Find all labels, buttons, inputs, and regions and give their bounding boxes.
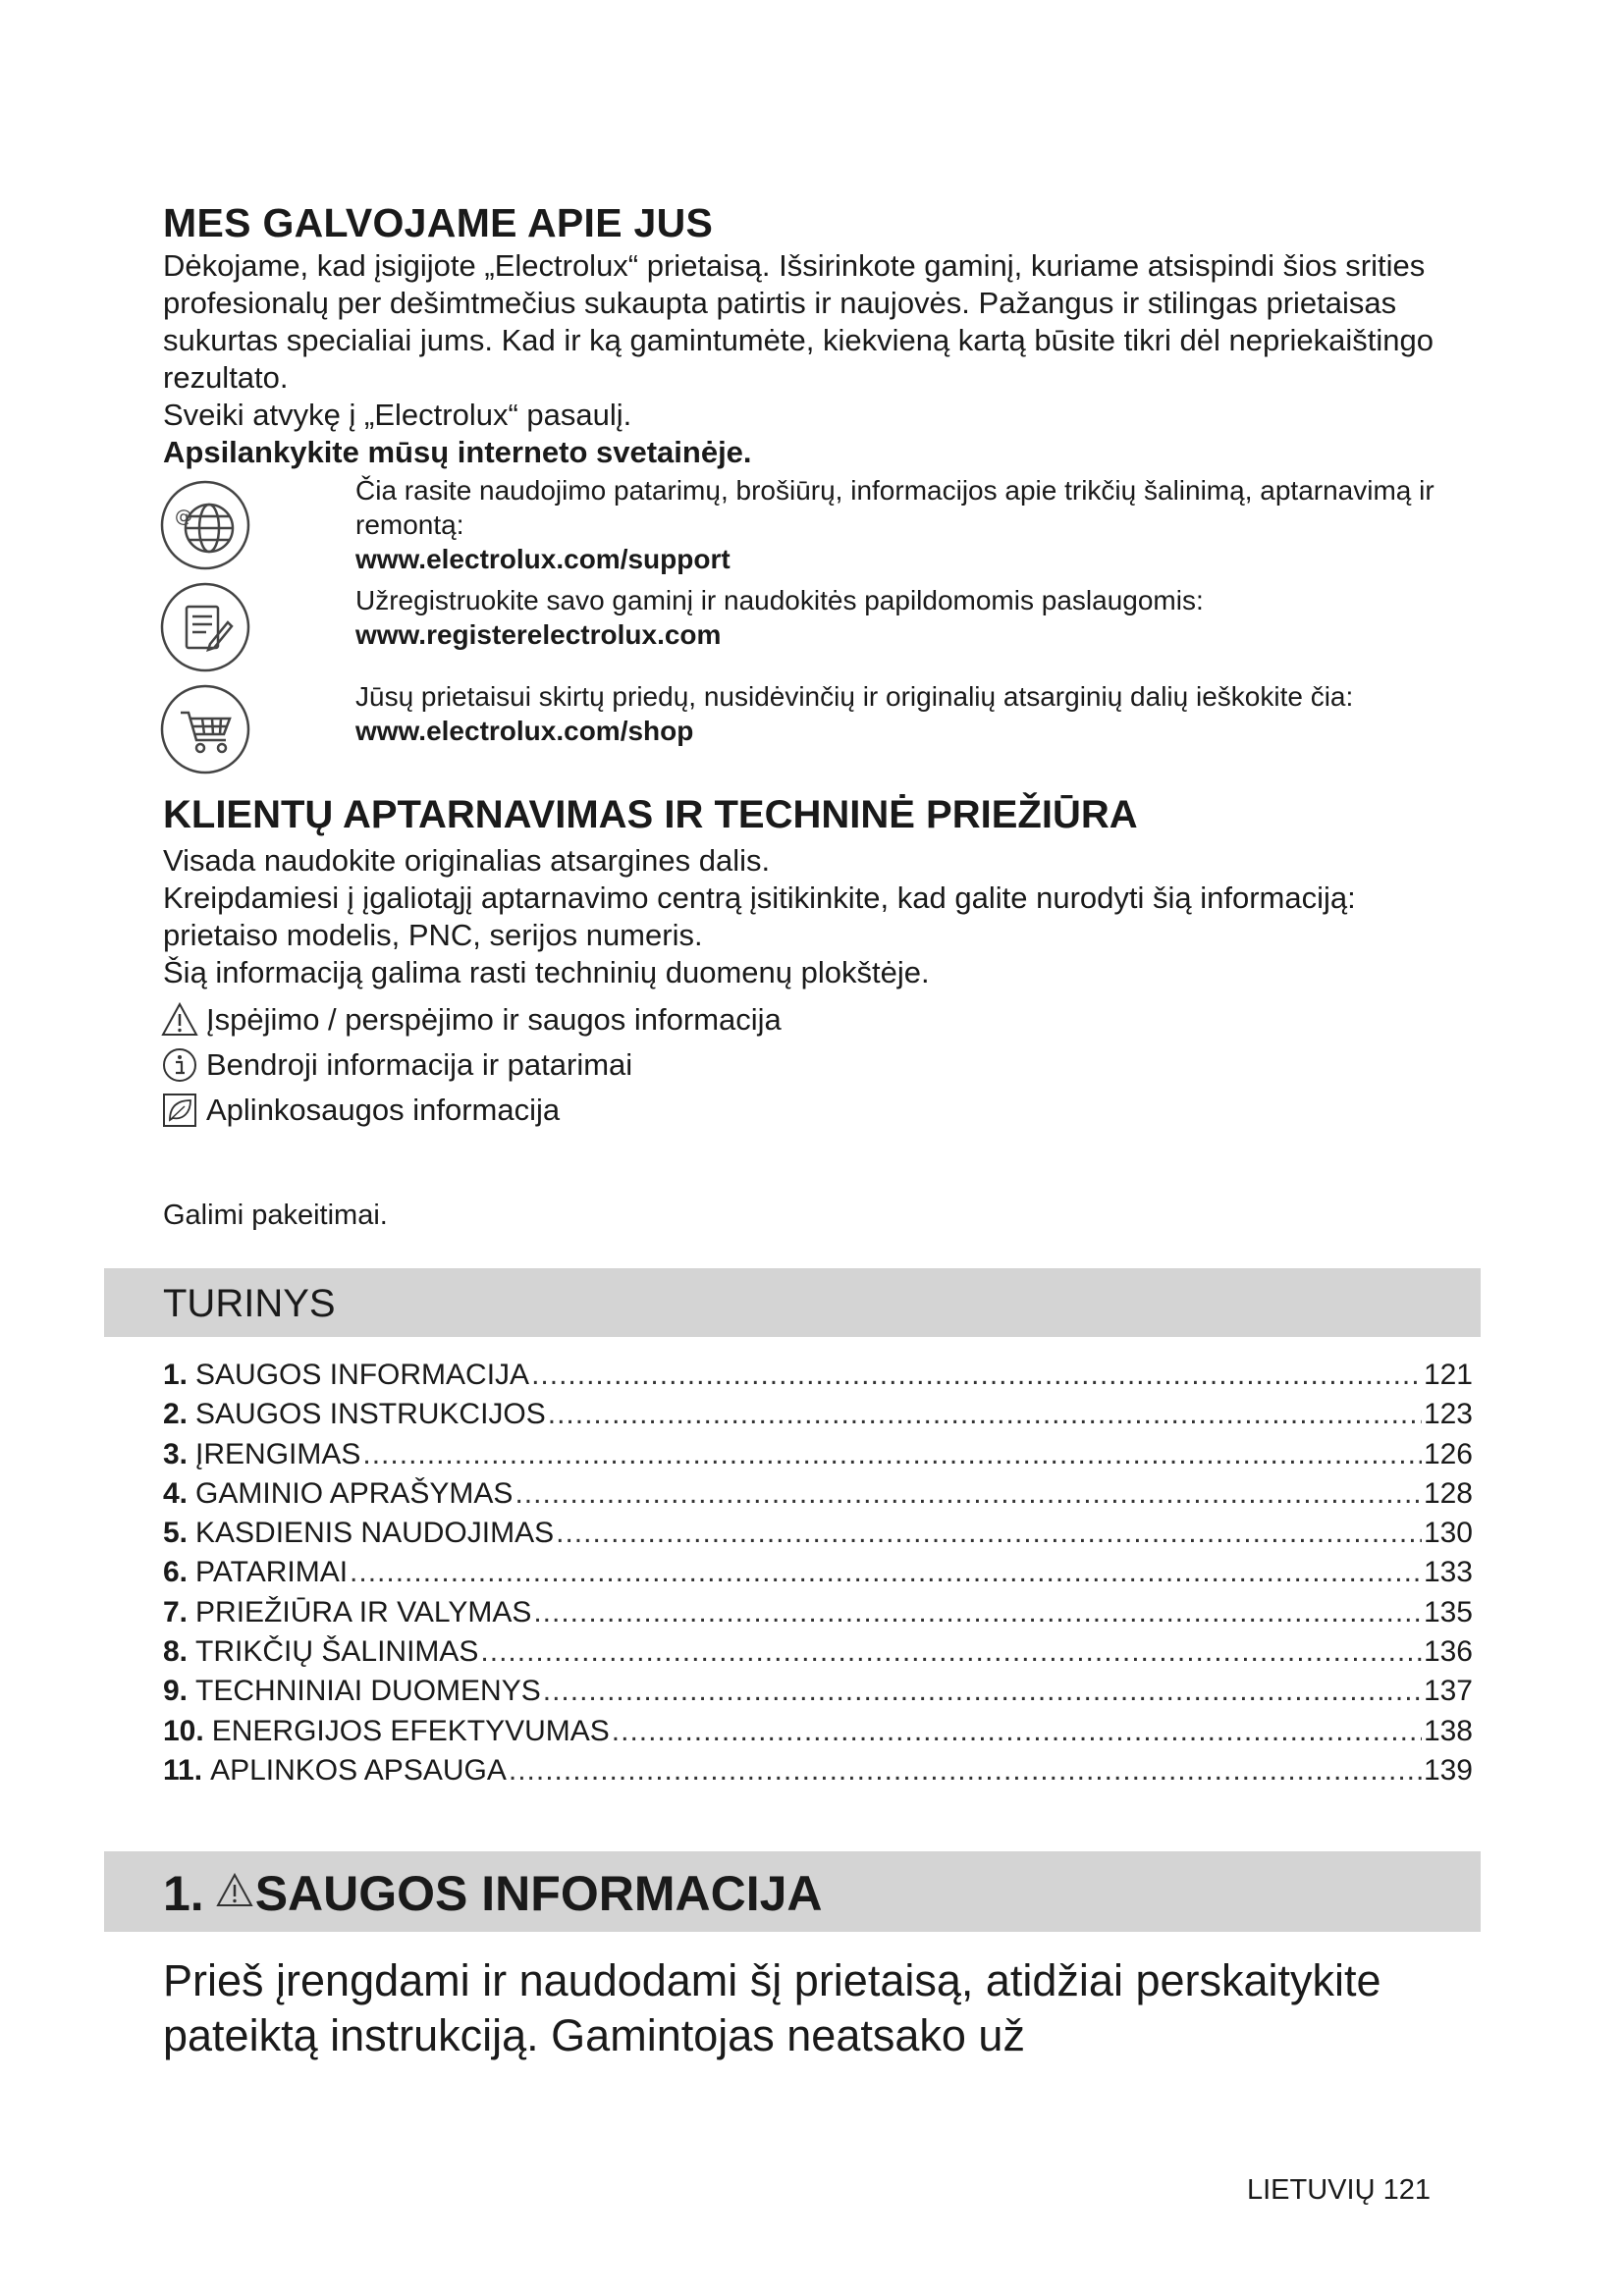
toc-dot-leader	[531, 1359, 1422, 1392]
toc-item-label: PATARIMAI	[195, 1556, 349, 1589]
legend-info	[161, 1046, 632, 1084]
shop-link-text: Jūsų prietaisui skirtų priedų, nusidėvinčių ir originalių atsarginių dalių ieškokite čia:	[355, 681, 1354, 712]
service-title: KLIENTŲ APTARNAVIMAS IR TECHNINĖ PRIEŽIŪRA	[163, 793, 1138, 836]
toc-item[interactable]	[163, 1754, 1473, 1793]
toc-dot-leader	[612, 1715, 1422, 1748]
legend-environment	[161, 1092, 560, 1129]
toc-item-page: 130	[1423, 1517, 1473, 1550]
toc-item-number: 1.	[163, 1359, 189, 1391]
toc-item-page: 133	[1423, 1556, 1473, 1589]
info-icon	[161, 1046, 198, 1084]
toc-dot-leader	[548, 1398, 1422, 1431]
register-link-text: Užregistruokite savo gaminį ir naudokitės papildomomis paslaugomis:	[355, 585, 1204, 615]
svg-text:@: @	[175, 507, 192, 527]
toc-dot-leader	[362, 1438, 1422, 1471]
legend-warning-label: Įspėjimo / perspėjimo ir saugos informacija	[206, 1002, 782, 1037]
table-of-contents	[163, 1359, 1473, 1793]
toc-item-label: PRIEŽIŪRA IR VALYMAS	[195, 1595, 532, 1629]
section-header	[104, 1851, 1481, 1932]
service-line: Kreipdamiesi į įgaliotąjį aptarnavimo centrą įsitikinkite, kad galite nurodyti šią informaciją: prietaiso modelis, PNC, serijos numeris.	[163, 881, 1356, 952]
toc-item-page: 126	[1423, 1437, 1473, 1470]
toc-dot-leader	[556, 1517, 1422, 1550]
toc-item-number: 4.	[163, 1476, 189, 1510]
toc-item-page: 121	[1423, 1359, 1473, 1391]
intro-text	[163, 247, 1479, 471]
toc-item-number: 5.	[163, 1517, 189, 1550]
toc-dot-leader	[543, 1675, 1422, 1708]
cart-icon	[159, 683, 251, 775]
support-link-url[interactable]: www.electrolux.com/support	[355, 544, 731, 574]
toc-item-number: 6.	[163, 1556, 189, 1589]
toc-item-page: 128	[1423, 1476, 1473, 1510]
toc-item-label: ENERGIJOS EFEKTYVUMAS	[211, 1714, 610, 1747]
toc-item[interactable]	[163, 1675, 1473, 1714]
toc-item-page: 136	[1423, 1635, 1473, 1669]
page-footer: LIETUVIŲ 121	[1247, 2174, 1431, 2206]
register-link-url[interactable]: www.registerelectrolux.com	[355, 619, 722, 650]
toc-dot-leader	[509, 1754, 1422, 1788]
warning-icon	[216, 1872, 253, 1909]
toc-header	[104, 1268, 1481, 1337]
section-number: 1.	[163, 1866, 204, 1921]
warning-icon	[161, 1001, 198, 1039]
register-icon	[159, 581, 251, 673]
toc-dot-leader	[533, 1596, 1422, 1629]
toc-item-number: 3.	[163, 1437, 189, 1470]
toc-item[interactable]	[163, 1635, 1473, 1675]
legend-info-label: Bendroji informacija ir patarimai	[206, 1047, 633, 1082]
toc-item-number: 10.	[163, 1714, 204, 1747]
page-title: MES GALVOJAME APIE JUS	[163, 200, 714, 245]
changes-note: Galimi pakeitimai.	[163, 1200, 388, 1231]
toc-dot-leader	[514, 1477, 1421, 1511]
toc-dot-leader	[350, 1556, 1422, 1589]
toc-item[interactable]	[163, 1715, 1473, 1754]
register-link-block	[355, 583, 1494, 652]
section-title	[163, 1865, 823, 1922]
toc-item[interactable]	[163, 1438, 1473, 1477]
toc-title: TURINYS	[163, 1282, 336, 1325]
intro-visit: Apsilankykite mūsų interneto svetainėje.	[163, 435, 752, 469]
service-line: Visada naudokite originalias atsargines dalis.	[163, 843, 771, 878]
toc-item-label: TECHNINIAI DUOMENYS	[195, 1675, 541, 1708]
toc-item-label: TRIKČIŲ ŠALINIMAS	[195, 1635, 479, 1669]
intro-welcome: Sveiki atvykę į „Electrolux“ pasaulį.	[163, 398, 632, 432]
toc-item-label: SAUGOS INFORMACIJA	[195, 1359, 530, 1391]
intro-paragraph: Dėkojame, kad įsigijote „Electrolux“ prietaisą. Išsirinkote gaminį, kuriame atsispindi šios srities profesionalų per dešimtmečius sukaupta patirtis ir naujovės. Pažangus ir stilingas prietaisas sukurtas specialiai jums. Kad ir ką gamintumėte, kiekvieną kartą būsite tikri dėl nepriekaištingo rezultato.	[163, 248, 1434, 395]
toc-item[interactable]	[163, 1477, 1473, 1517]
toc-item-number: 7.	[163, 1595, 189, 1629]
shop-link-block	[355, 679, 1494, 748]
toc-item-label: ĮRENGIMAS	[195, 1437, 361, 1470]
toc-item-label: KASDIENIS NAUDOJIMAS	[195, 1517, 555, 1550]
section-title-text: SAUGOS INFORMACIJA	[254, 1866, 823, 1921]
support-link-text: Čia rasite naudojimo patarimų, brošiūrų, informacijos apie trikčių šalinimą, aptarnavimą ir remontą:	[355, 475, 1435, 540]
toc-item-page: 138	[1423, 1714, 1473, 1747]
toc-dot-leader	[480, 1635, 1422, 1669]
leaf-icon	[161, 1092, 198, 1129]
toc-item-label: GAMINIO APRAŠYMAS	[195, 1476, 514, 1510]
legend-environment-label: Aplinkosaugos informacija	[206, 1093, 561, 1127]
toc-item-number: 11.	[163, 1753, 203, 1787]
toc-item[interactable]	[163, 1517, 1473, 1556]
legend-warning	[161, 1001, 782, 1039]
toc-item[interactable]	[163, 1556, 1473, 1595]
support-link-block	[355, 473, 1494, 576]
service-line: Šią informaciją galima rasti techninių duomenų plokštėje.	[163, 955, 930, 989]
shop-link-url[interactable]: www.electrolux.com/shop	[355, 716, 694, 746]
toc-item-page: 137	[1423, 1675, 1473, 1708]
toc-item-page: 123	[1423, 1398, 1473, 1431]
toc-item-number: 8.	[163, 1635, 189, 1669]
toc-item[interactable]	[163, 1398, 1473, 1437]
toc-item-page: 139	[1423, 1753, 1473, 1787]
toc-item-number: 2.	[163, 1398, 189, 1431]
toc-item-label: SAUGOS INSTRUKCIJOS	[195, 1398, 546, 1431]
section-lead: Prieš įrengdami ir naudodami šį prietaisą, atidžiai perskaitykite pateiktą instrukciją. Gamintojas neatsako už	[163, 1955, 1381, 2060]
toc-item-page: 135	[1423, 1595, 1473, 1629]
toc-item[interactable]	[163, 1359, 1473, 1398]
toc-item-label: APLINKOS APSAUGA	[210, 1753, 507, 1787]
service-text	[163, 842, 1479, 991]
globe-icon	[159, 479, 251, 571]
toc-item-number: 9.	[163, 1675, 189, 1708]
toc-item[interactable]	[163, 1596, 1473, 1635]
